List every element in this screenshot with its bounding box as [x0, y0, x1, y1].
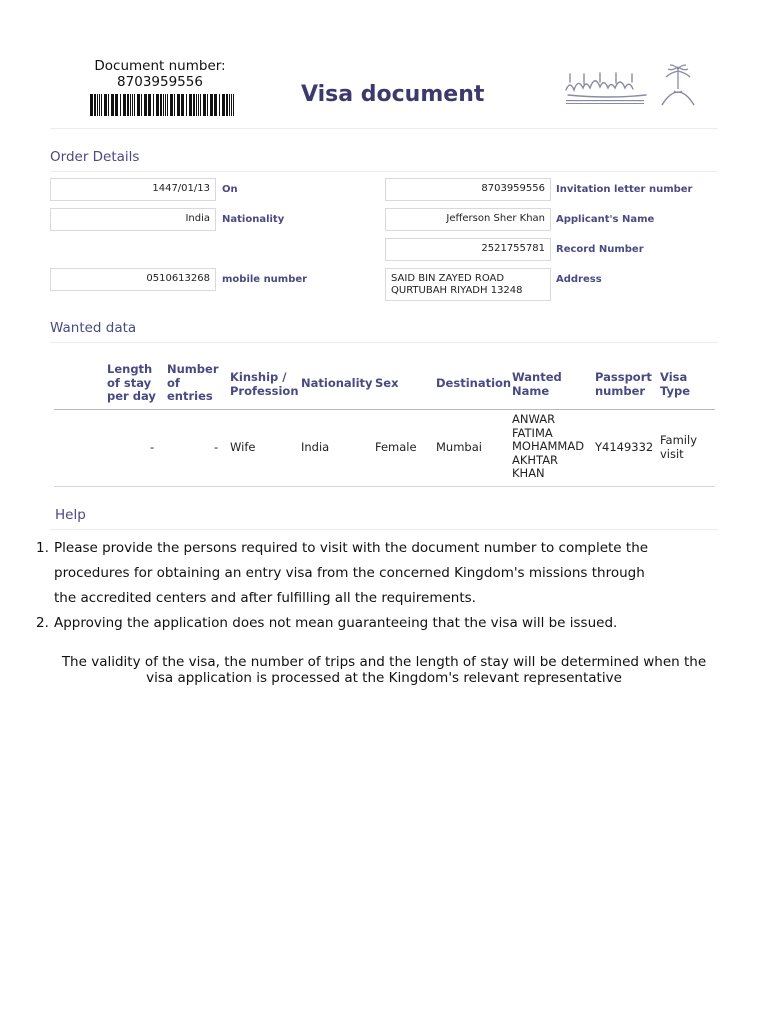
cell-destination: Mumbai: [436, 440, 482, 454]
applicant-name-field: Jefferson Sher Khan: [385, 208, 551, 231]
wanted-data-divider: [50, 342, 718, 343]
address-line-1: SAID BIN ZAYED ROAD: [391, 273, 505, 284]
help-item-number: 2.: [36, 615, 49, 631]
cell-wanted-name: ANWAR FATIMA MOHAMMAD AKHTAR KHAN: [512, 412, 585, 480]
order-date-field: 1447/01/13: [50, 178, 216, 201]
document-number-label: Document number:: [94, 58, 226, 74]
cell-passport: Y4149332: [595, 440, 654, 454]
column-header-wanted-name: Wanted Name: [512, 370, 562, 398]
invitation-letter-number-field: 8703959556: [385, 178, 551, 201]
barcode-icon: [90, 94, 236, 116]
address-line-2: QURTUBAH RIYADH 13248: [391, 285, 523, 296]
cell-entries: -: [214, 440, 219, 454]
mobile-number-field: 0510613268: [50, 268, 216, 291]
cell-nationality: India: [301, 440, 330, 454]
table-header-divider: [54, 409, 715, 410]
header-divider: [50, 128, 718, 129]
column-header-destination: Destination: [436, 376, 512, 390]
help-title: Help: [55, 507, 86, 523]
cell-sex: Female: [375, 440, 417, 454]
column-header-passport: Passport number: [595, 370, 652, 398]
help-list: [36, 536, 726, 636]
help-item: 1. Please provide the persons required to visit with the document number to complete the procedures for obtaining an entry visa from the concerned Kingdom's missions through the accredited centers and after fulfilling all the requirements.: [36, 536, 726, 611]
help-item-number: 1.: [36, 540, 49, 556]
nationality-field: India: [50, 208, 216, 231]
order-details-title: Order Details: [50, 149, 140, 165]
ministry-logo-icon: [560, 62, 706, 112]
applicant-name-label: Applicant's Name: [556, 214, 655, 225]
column-header-sex: Sex: [375, 376, 399, 390]
column-header-length-of-stay: Length of stay per day: [107, 362, 156, 403]
column-header-nationality: Nationality: [301, 376, 373, 390]
address-label: Address: [556, 274, 602, 285]
help-item: 2. Approving the application does not mean guaranteeing that the visa will be issued.: [36, 611, 726, 636]
address-field: [385, 268, 551, 301]
mobile-number-label: mobile number: [222, 274, 308, 285]
column-header-visa-type: Visa Type: [660, 370, 691, 398]
help-divider: [50, 529, 718, 530]
page-title: Visa document: [301, 82, 485, 107]
cell-visa-type: Family visit: [660, 433, 698, 461]
record-number-field: 2521755781: [385, 238, 551, 261]
order-date-label: On: [222, 184, 238, 195]
order-details-divider: [50, 171, 718, 172]
visa-validity-note: The validity of the visa, the number of trips and the length of stay will be determined when the visa application is processed at the Kingdom's relevant representative: [61, 654, 707, 686]
column-header-entries: Number of entries: [167, 362, 219, 403]
cell-length-of-stay: -: [150, 440, 155, 454]
document-number-value: 8703959556: [117, 74, 203, 90]
invitation-letter-number-label: Invitation letter number: [556, 184, 693, 195]
wanted-data-title: Wanted data: [50, 320, 137, 336]
cell-kinship: Wife: [230, 440, 256, 454]
nationality-label: Nationality: [222, 214, 285, 225]
column-header-kinship: Kinship / Profession: [230, 370, 299, 398]
table-bottom-divider: [54, 486, 715, 487]
document-number-block: [80, 58, 240, 90]
record-number-label: Record Number: [556, 244, 644, 255]
